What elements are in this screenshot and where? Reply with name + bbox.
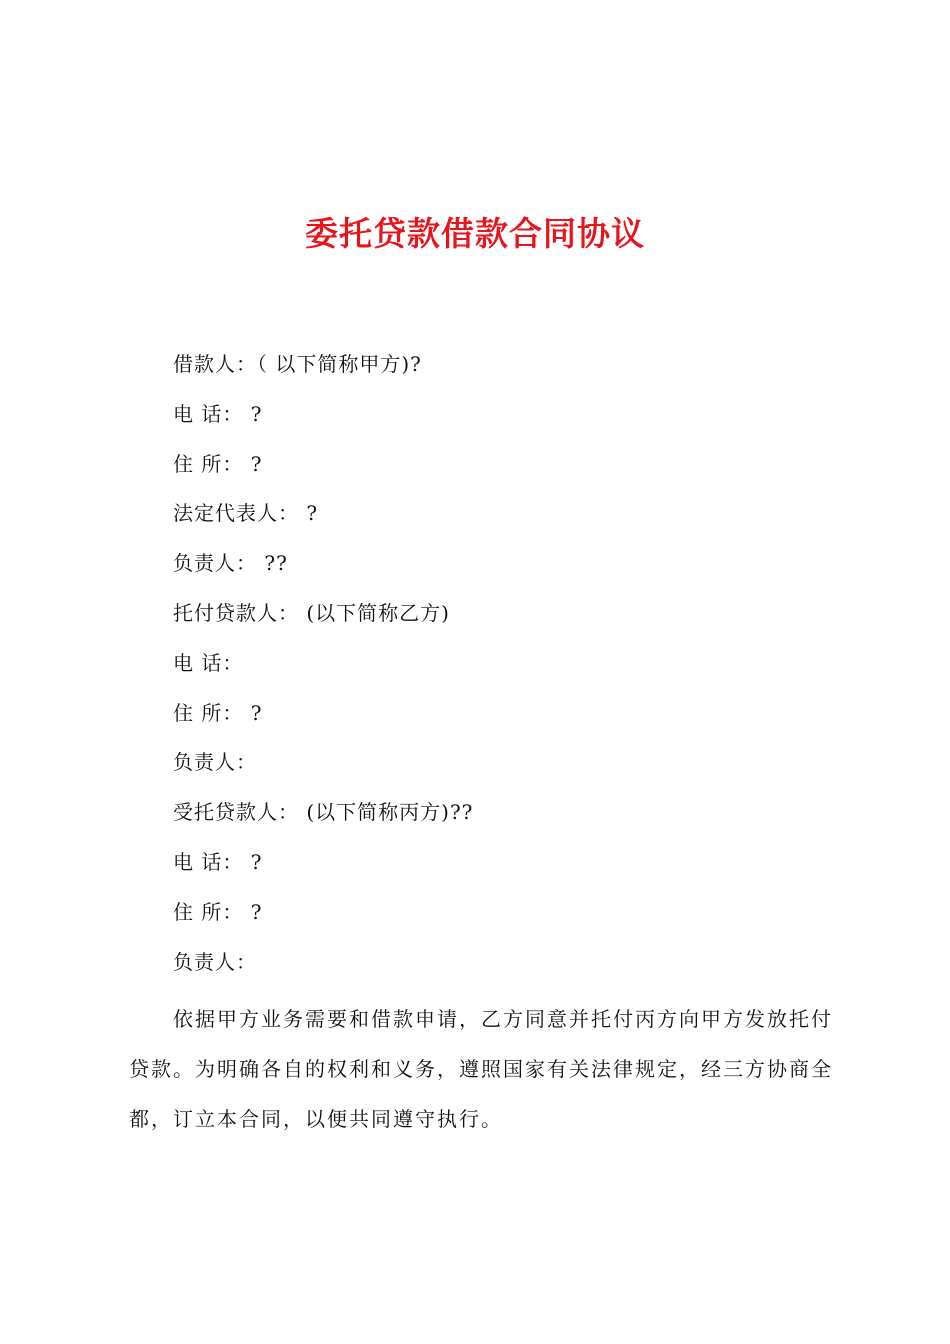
- trustee-lender-responsible-line: 负责人：: [173, 949, 257, 974]
- borrower-line: 借款人：（ 以下简称甲方)?: [173, 352, 422, 376]
- borrower-address-line: 住 所： ?: [173, 451, 263, 476]
- entrusting-lender-phone-line: 电 话：: [173, 650, 244, 675]
- entrusting-lender-address-line: 住 所： ?: [173, 700, 263, 725]
- trustee-lender-address-line: 住 所： ?: [173, 899, 263, 924]
- agreement-paragraph: 依据甲方业务需要和借款申请，乙方同意并托付丙方向甲方发放托付贷款。为明确各自的权利和义务，遵照国家有关法律规定，经三方协商全都，订立本合同，以便共同遵守执行。: [129, 1007, 833, 1131]
- document-title: 委托贷款借款合同协议: [305, 214, 645, 253]
- entrusting-lender-line: 托付贷款人： (以下简称乙方): [173, 600, 450, 625]
- trustee-lender-phone-line: 电 话： ?: [173, 849, 263, 874]
- borrower-phone-line: 电 话： ?: [173, 401, 263, 426]
- entrusting-lender-responsible-line: 负责人：: [173, 750, 257, 775]
- borrower-responsible-line: 负责人： ??: [173, 551, 288, 576]
- trustee-lender-line: 受托贷款人： (以下简称丙方)??: [173, 800, 474, 825]
- party-fields: [173, 346, 853, 993]
- legal-representative-line: 法定代表人： ?: [173, 501, 319, 526]
